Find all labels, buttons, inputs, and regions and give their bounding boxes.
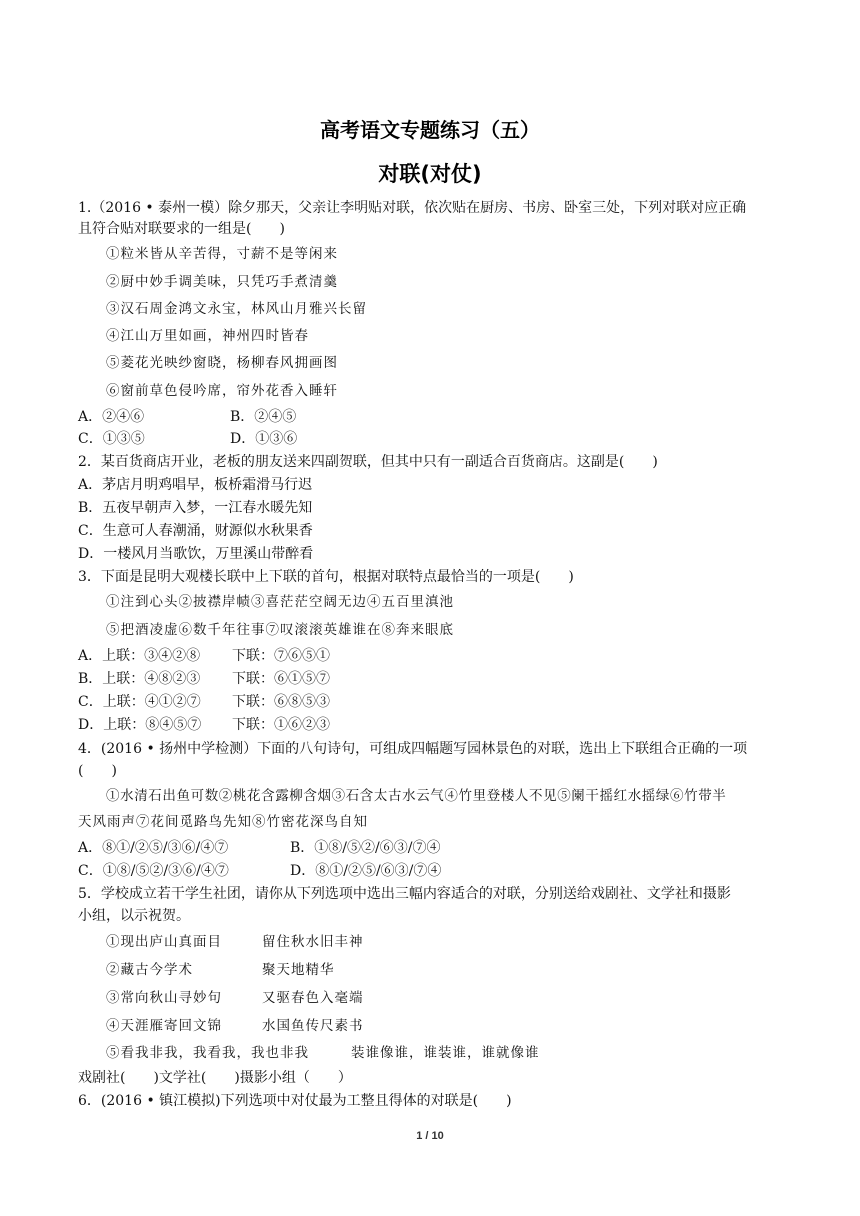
q4-stem-line2: ( ) xyxy=(78,763,117,779)
q5-item-upper: ④天涯雁寄回文锦 xyxy=(106,1018,222,1034)
q5-item-lower: 留住秋水旧丰神 xyxy=(262,934,364,950)
q4-choice-d: D．⑧①/②⑤/⑥③/⑦④ xyxy=(290,863,442,879)
q1-item: ⑤菱花光映纱窗晓，杨柳春风拥画图 xyxy=(106,355,338,371)
q3-stem: 3．下面是昆明大观楼长联中上下联的首句，根据对联特点最恰当的一项是( ) xyxy=(78,569,574,585)
q5-stem-line1: 5．学校成立若干学生社团，请你从下列选项中选出三幅内容适合的对联，分别送给戏剧社、文学社和摄影 xyxy=(78,886,731,902)
q5-answer-line: 戏剧社( )文学社( )摄影小组（ ） xyxy=(78,1070,352,1086)
q1-item: ②厨中妙手调美味，只凭巧手煮清羹 xyxy=(106,274,338,290)
q1-item: ⑥窗前草色侵吟席，帘外花香入睡轩 xyxy=(106,383,338,399)
q2-choice-a: A．茅店月明鸡唱早，板桥霜滑马行迟 xyxy=(78,477,313,493)
q2-choice-c: C．生意可人春潮涌，财源似水秋果香 xyxy=(78,523,313,539)
q5-item-lower: 聚天地精华 xyxy=(262,962,335,978)
q5-item-upper: ①现出庐山真面目 xyxy=(106,934,222,950)
page-title: 高考语文专题练习（五） xyxy=(320,118,540,142)
q4-choice-c: C．①⑧/⑤②/③⑥/④⑦ xyxy=(78,863,229,879)
q1-choice-d: D．①③⑥ xyxy=(230,431,298,447)
q3-items-line1: ①注到心头②披襟岸帻③喜茫茫空阔无边④五百里滇池 xyxy=(106,594,454,610)
q1-item: ④江山万里如画，神州四时皆春 xyxy=(106,328,309,344)
q5-item-upper: ③常向秋山寻妙句 xyxy=(106,990,222,1006)
q4-choice-b: B．①⑧/⑤②/⑥③/⑦④ xyxy=(290,840,441,856)
q4-items-line1: ①水清石出鱼可数②桃花含露柳含烟③石含太古水云气④竹里登楼人不见⑤阑干摇红水摇绿⑥竹带半 xyxy=(106,788,727,804)
q1-choice-b: B．②④⑤ xyxy=(230,409,297,425)
q3-items-line2: ⑤把酒凌虚⑥数千年往事⑦叹滚滚英雄谁在⑧奔来眼底 xyxy=(106,622,454,638)
q5-item-lower: 水国鱼传尺素书 xyxy=(262,1018,364,1034)
q5-item-lower: 又驱春色入毫端 xyxy=(262,990,364,1006)
q4-choice-a: A．⑧①/②⑤/③⑥/④⑦ xyxy=(78,840,229,856)
q5-item-lower: 装谁像谁，谁装谁，谁就像谁 xyxy=(351,1045,540,1061)
q5-item-upper: ②藏古今学术 xyxy=(106,962,193,978)
q2-stem: 2．某百货商店开业，老板的朋友送来四副贺联，但其中只有一副适合百货商店。这副是( ) xyxy=(78,454,658,470)
q3-choice-b-upper: B．上联：④⑧②③ xyxy=(78,671,201,687)
q1-item: ③汉石周金鸿文永宝，林风山月雅兴长留 xyxy=(106,301,367,317)
q3-choice-d-upper: D．上联：⑧④⑤⑦ xyxy=(78,717,202,733)
q3-choice-a-lower: 下联：⑦⑥⑤① xyxy=(232,648,330,664)
q1-item: ①粒米皆从辛苦得，寸薪不是等闲来 xyxy=(106,246,338,262)
q5-item-upper: ⑤看我非我，我看我，我也非我 xyxy=(106,1045,309,1061)
q6-stem: 6．(2016 • 镇江模拟)下列选项中对仗最为工整且得体的对联是( ) xyxy=(78,1093,512,1109)
q1-choice-a: A．②④⑥ xyxy=(78,409,145,425)
q3-choice-c-lower: 下联：⑥⑧⑤③ xyxy=(232,694,330,710)
page-number: 1 / 10 xyxy=(416,1130,444,1142)
q3-choice-d-lower: 下联：①⑥②③ xyxy=(232,717,330,733)
q3-choice-a-upper: A．上联：③④②⑧ xyxy=(78,648,201,664)
q2-choice-b: B．五夜早朝声入梦，一江春水暖先知 xyxy=(78,500,313,516)
q5-stem-line2: 小组，以示祝贺。 xyxy=(78,908,190,924)
q3-choice-c-upper: C．上联：④①②⑦ xyxy=(78,694,201,710)
q2-choice-d: D．一楼风月当歌饮，万里溪山带醉看 xyxy=(78,546,314,562)
q3-choice-b-lower: 下联：⑥①⑤⑦ xyxy=(232,671,330,687)
q1-choice-c: C．①③⑤ xyxy=(78,431,145,447)
q4-items-line2: 天风雨声⑦花间觅路鸟先知⑧竹密花深鸟自知 xyxy=(78,814,368,830)
page-subtitle: 对联(对仗) xyxy=(378,162,482,186)
q1-stem-line2: 且符合贴对联要求的一组是( ) xyxy=(78,221,285,237)
q4-stem-line1: 4．(2016 • 扬州中学检测）下面的八句诗句，可组成四幅题写园林景色的对联，选出上下联组合正确的一项 xyxy=(78,741,748,757)
q1-stem-line1: 1.（2016 • 泰州一模）除夕那天，父亲让李明贴对联，依次贴在厨房、书房、卧室三处，下列对联对应正确 xyxy=(78,200,747,216)
